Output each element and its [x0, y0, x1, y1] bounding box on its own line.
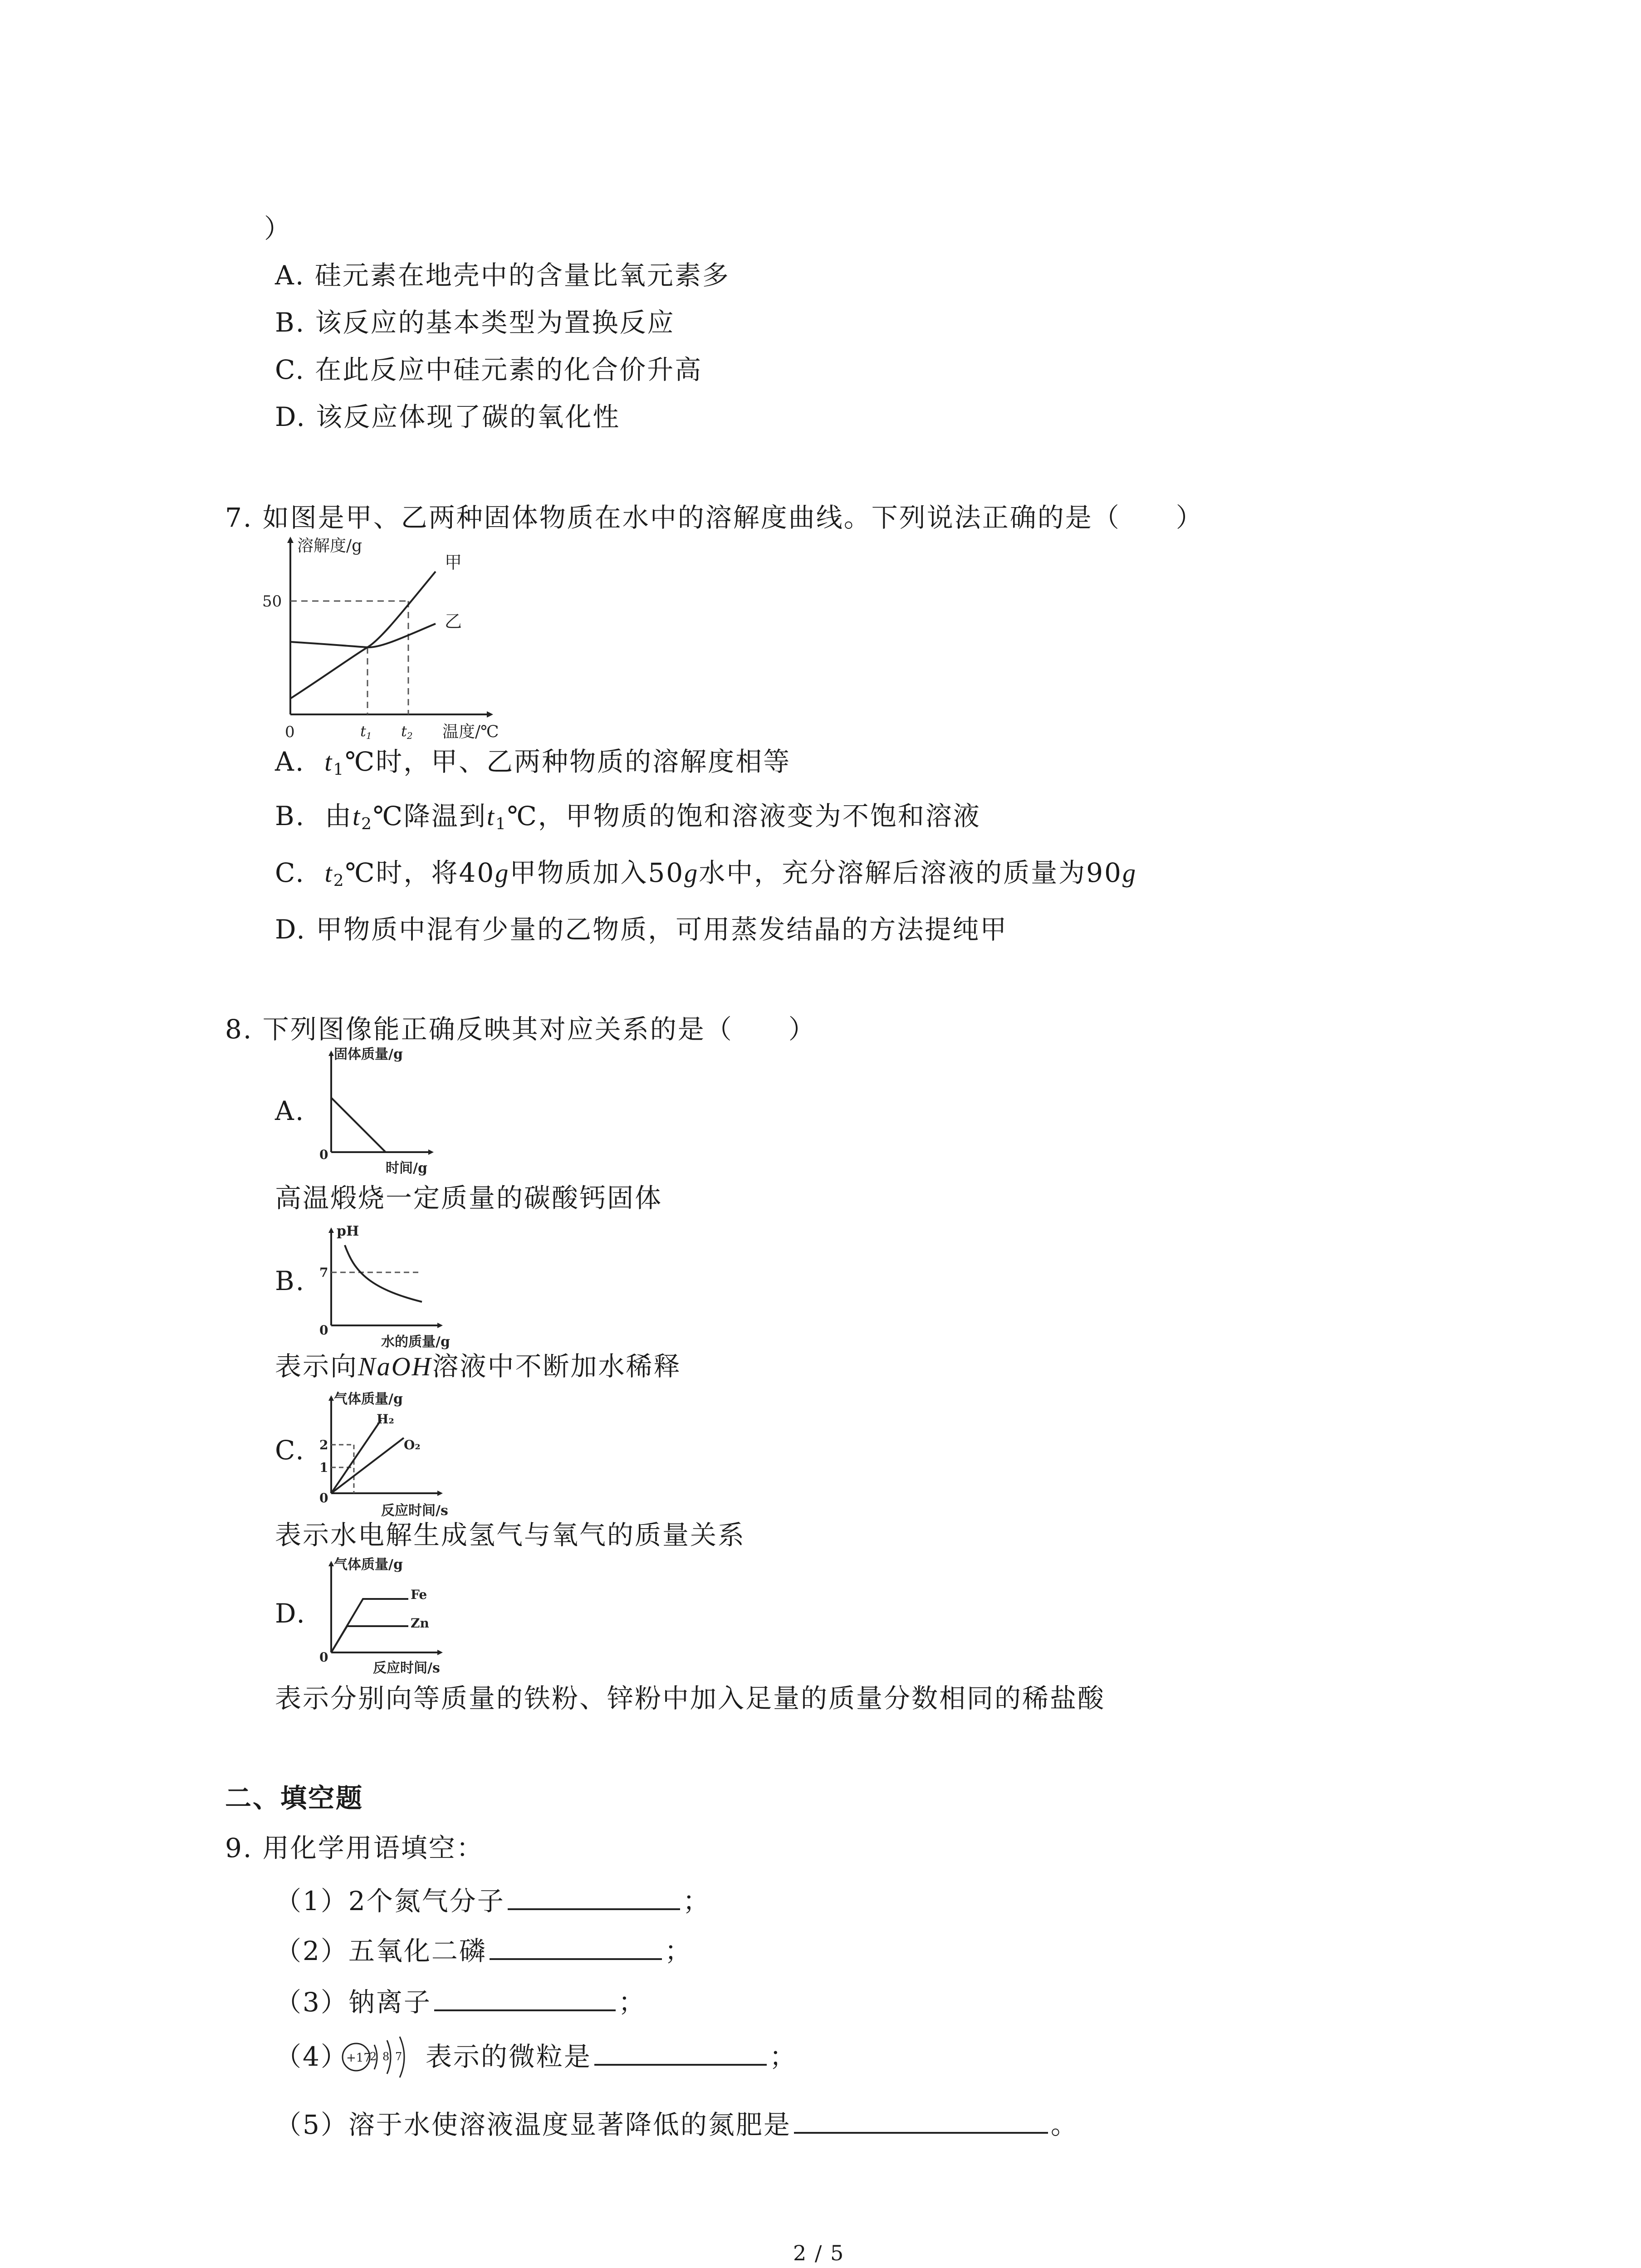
q8-b-ytick-7: 7: [319, 1265, 328, 1280]
q8-d-fe-label: Fe: [411, 1587, 427, 1602]
atom-shell-3: 7: [395, 2050, 402, 2063]
q8-b-label: B.: [275, 1266, 306, 1296]
atom-shell-2: 8: [382, 2050, 390, 2063]
q8-c-origin: 0: [319, 1491, 328, 1505]
q9-blank-4[interactable]: [594, 2040, 767, 2066]
q7-solubility-chart: [254, 533, 544, 746]
q9-item-2: （2）五氧化二磷 ；: [275, 1936, 692, 1966]
q9-blank-5[interactable]: [794, 2108, 1048, 2134]
q6-option-d: D. 该反应体现了碳的氧化性: [275, 401, 621, 432]
q8-b-caption: 表示向NaOH溶液中不断加水稀释: [275, 1351, 681, 1382]
q9-item-3: （3）钠离子 ；: [275, 1987, 646, 2018]
q8-d-zn-label: Zn: [411, 1616, 429, 1631]
q9-blank-3[interactable]: [434, 1986, 616, 2011]
section2-heading: 二、填空题: [225, 1783, 364, 1813]
q8-a-caption: 高温煅烧一定质量的碳酸钙固体: [275, 1183, 663, 1213]
q8-d-label: D.: [275, 1598, 306, 1629]
q8-a-series: [331, 1098, 386, 1152]
q7-xlabel: 温度/℃: [442, 723, 499, 741]
q8-a-chart: [313, 1043, 458, 1188]
q8-b-origin: 0: [319, 1323, 328, 1338]
q7-option-d: D. 甲物质中混有少量的乙物质，可用蒸发结晶的方法提纯甲: [275, 914, 1008, 945]
q8-b-series: [345, 1245, 422, 1302]
q7-series-yi-label: 乙: [445, 611, 462, 631]
q8-a-ylabel: 固体质量/g: [334, 1046, 403, 1062]
q9-stem: 9. 用化学用语填空：: [225, 1833, 484, 1863]
q6-paren-close: ）: [264, 213, 292, 244]
q8-a-label: A.: [275, 1095, 305, 1126]
q7-ylabel: 溶解度/g: [297, 537, 362, 555]
q9-item-4: （4） 表示的微粒是 ；: [275, 2041, 797, 2072]
q6-option-a: A. 硅元素在地壳中的含量比氧元素多: [275, 260, 730, 291]
q7-series-jia: [290, 572, 436, 699]
q8-d-ylabel: 气体质量/g: [334, 1557, 403, 1573]
q8-d-xlabel: 反应时间/s: [373, 1660, 440, 1676]
atom-shell-1: 2: [370, 2050, 377, 2063]
q8-a-origin: 0: [319, 1147, 328, 1162]
q8-b-xlabel: 水的质量/g: [381, 1334, 450, 1350]
atom-nucleus: +17: [346, 2051, 371, 2065]
q8-b-chart: [313, 1220, 467, 1365]
page-number: 2 / 5: [793, 2241, 845, 2265]
q7-series-yi: [290, 624, 436, 647]
chlorine-atom-structure-icon: [338, 2032, 420, 2082]
q8-c-ytick-2: 2: [319, 1437, 328, 1452]
q8-c-caption: 表示水电解生成氢气与氧气的质量关系: [275, 1520, 746, 1550]
q7-xtick-t2: t2: [401, 723, 413, 741]
q7-xtick-t1: t1: [360, 723, 372, 741]
q8-d-series-zn: [331, 1626, 408, 1652]
q8-c-xlabel: 反应时间/s: [381, 1503, 448, 1519]
q9-item-5: （5）溶于水使溶液温度显著降低的氮肥是 。: [275, 2109, 1078, 2140]
q8-c-series-o2: [331, 1438, 404, 1493]
q9-item-1: （1）2个氮气分子 ；: [275, 1886, 710, 1916]
q8-a-xlabel: 时间/g: [386, 1160, 427, 1176]
q8-d-origin: 0: [319, 1650, 328, 1665]
q8-c-h2-label: H₂: [377, 1412, 394, 1427]
q7-series-jia-label: 甲: [445, 552, 462, 572]
q7-stem: 7. 如图是甲、乙两种固体物质在水中的溶解度曲线。下列说法正确的是（ ）: [225, 502, 1204, 533]
q8-c-chart: [313, 1388, 467, 1533]
q7-ytick-50: 50: [262, 592, 282, 611]
q8-c-o2-label: O₂: [404, 1437, 421, 1452]
q8-b-ylabel: pH: [337, 1223, 359, 1239]
q9-blank-1[interactable]: [508, 1885, 680, 1910]
q8-c-ytick-1: 1: [319, 1460, 328, 1475]
q8-c-label: C.: [275, 1435, 305, 1466]
q7-option-a: A. $t_1℃$时，甲、乙两种物质的溶解度相等: [275, 746, 791, 779]
q8-stem: 8. 下列图像能正确反映其对应关系的是（ ）: [225, 1014, 816, 1045]
q7-option-c: C. $t_2℃$时，将40g甲物质加入50g水中，充分溶解后溶液的质量为90g: [275, 857, 1137, 890]
q8-c-series-h2: [331, 1420, 381, 1493]
q9-blank-2[interactable]: [490, 1935, 662, 1960]
q6-option-b: B. 该反应的基本类型为置换反应: [275, 307, 675, 338]
q8-c-ylabel: 气体质量/g: [334, 1391, 403, 1407]
q7-origin: 0: [285, 723, 295, 741]
q8-d-caption: 表示分别向等质量的铁粉、锌粉中加入足量的质量分数相同的稀盐酸: [275, 1683, 1106, 1714]
q6-option-c: C. 在此反应中硅元素的化合价升高: [275, 354, 703, 385]
q7-option-b: B. 由$t_2℃$降温到$t_1℃$，甲物质的饱和溶液变为不饱和溶液: [275, 801, 981, 833]
q8-d-chart: [313, 1554, 467, 1699]
